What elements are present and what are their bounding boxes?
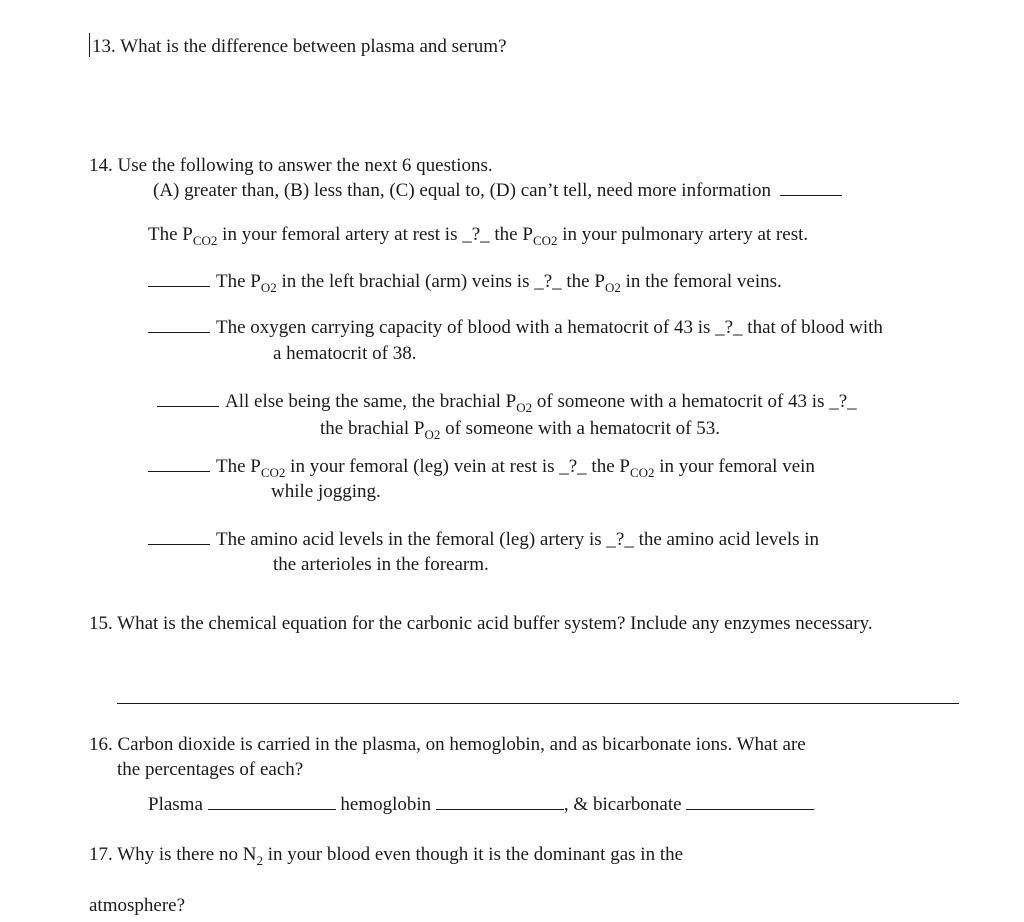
question-14-item-6-cont: the arterioles in the forearm. (273, 554, 489, 575)
question-16: 16. Carbon dioxide is carried in the plasma, on hemoglobin, and as bicarbonate ions. What are (89, 734, 806, 755)
plasma-label: Plasma (148, 794, 203, 815)
bicarbonate-blank[interactable] (686, 808, 814, 810)
question-14-item-3-cont: a hematocrit of 38. (273, 343, 417, 364)
hemoglobin-label: hemoglobin (340, 794, 432, 815)
answer-blank[interactable] (148, 331, 210, 333)
answer-blank[interactable] (780, 194, 842, 196)
answer-blank[interactable] (157, 405, 219, 407)
question-14-item-5-cont: while jogging. (271, 481, 381, 502)
answer-line[interactable] (117, 703, 959, 704)
question-17: 17. Why is there no $N_2$ in your blood even though it is the dominant gas in the (89, 844, 684, 868)
question-13-text: 13. What is the difference between plasma and serum? (92, 36, 507, 57)
question-13 (92, 37, 507, 56)
answer-blank[interactable] (148, 285, 210, 287)
question-14-item-4: All else being the same, the brachial $P_{O2}$ of someone with a hematocrit of 43 is _?_ (157, 392, 857, 411)
question-14-item-3: The oxygen carrying capacity of blood with a hematocrit of 43 is _?_ that of blood with (148, 318, 883, 337)
question-14-item-2: The $P_{O2}$ in the left brachial (arm) veins is _?_ the $P_{O2}$ in the femoral veins. (148, 272, 782, 291)
plasma-blank[interactable] (208, 808, 336, 810)
text-cursor (89, 33, 90, 57)
question-14-item-6: The amino acid levels in the femoral (leg) artery is _?_ the amino acid levels in (148, 530, 819, 549)
hemoglobin-blank[interactable] (436, 808, 564, 810)
question-14-item-4-cont: the brachial $P_{O2}$ of someone with a hematocrit of 53. (320, 418, 721, 442)
question-16-blanks: Plasma hemoglobin , & bicarbonate (148, 795, 814, 814)
question-16-cont: the percentages of each? (117, 759, 304, 780)
question-17-cont: atmosphere? (89, 895, 186, 916)
question-15: 15. What is the chemical equation for the carbonic acid buffer system? Include any enzymes necessary. (89, 613, 873, 634)
answer-blank[interactable] (148, 470, 210, 472)
question-14-item-1: The $P_{CO2}$ in your femoral artery at rest is _?_ the $P_{CO2}$ in your pulmonary artery at rest. (148, 224, 809, 248)
bicarbonate-label: & bicarbonate (573, 794, 682, 815)
question-14-options: (A) greater than, (B) less than, (C) equal to, (D) can’t tell, need more information (153, 181, 842, 200)
question-14-intro: 14. Use the following to answer the next 6 questions. (89, 155, 493, 176)
question-14-item-5: The $P_{CO2}$ in your femoral (leg) vein at rest is _?_ the $P_{CO2}$ in your femoral vein (148, 457, 815, 476)
answer-blank[interactable] (148, 543, 210, 545)
